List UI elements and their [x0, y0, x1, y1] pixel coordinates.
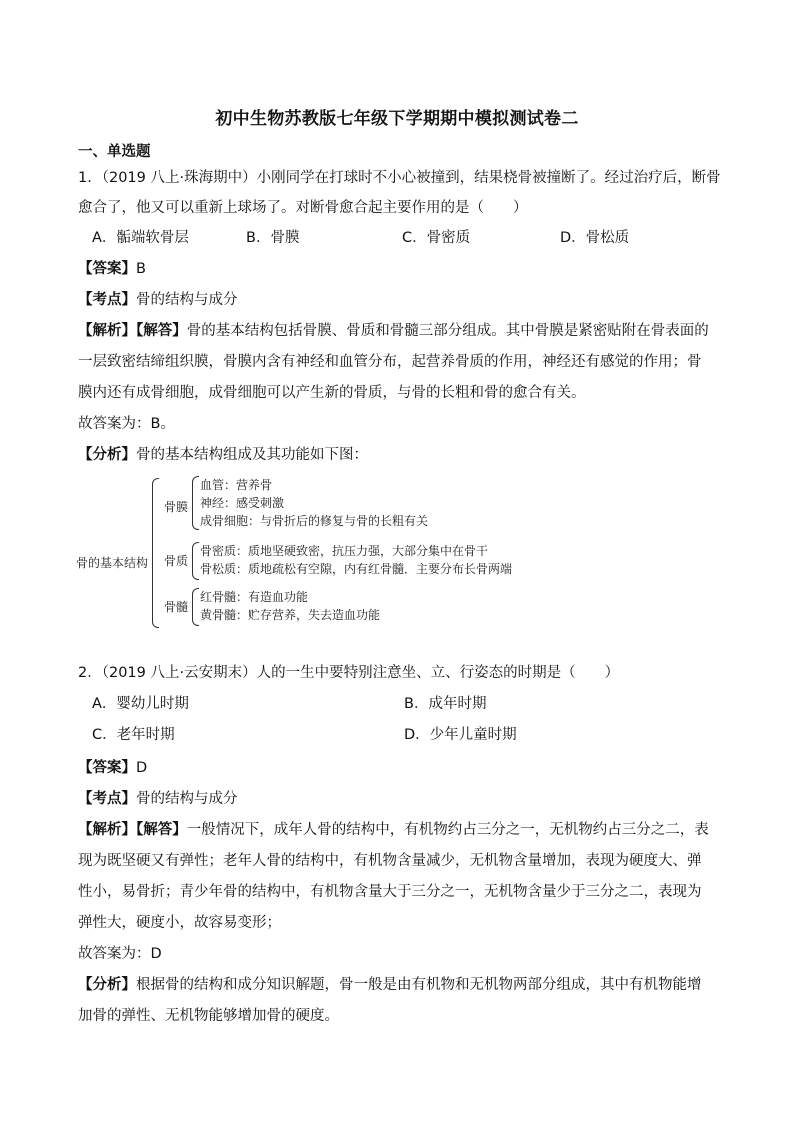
q1-point-tag: 【考点】: [78, 292, 136, 308]
q2-analyze-tag: 【分析】: [78, 977, 136, 993]
q2-conclusion: 故答案为：D: [78, 946, 162, 962]
q2-analysis-line1: 【解析】【解答】一般情况下，成年人骨的结构中，有机物约占三分之一，无机物约占三分之二，表: [78, 822, 709, 838]
q2-answer-row: [78, 758, 147, 778]
q2-option-a: A．婴幼儿时期: [92, 696, 189, 712]
q1-point: 骨的结构与成分: [136, 292, 238, 308]
q1-stem-line1: 1．（2019 八上·珠海期中）小刚同学在打球时不小心被撞到，结果桡骨被撞断了。经过治疗后，断骨: [78, 170, 721, 186]
diagram-item: 成骨细胞：与骨折后的修复与骨的长粗有关: [200, 514, 429, 528]
diagram-root-label: 骨的基本结构: [76, 556, 149, 570]
q1-conclusion: 故答案为：B。: [78, 416, 175, 432]
diagram-group-periosteum: 骨膜: [164, 500, 189, 514]
q1-answer: B: [136, 261, 146, 277]
q2-option-b: B．成年时期: [404, 696, 487, 712]
q2-analysis-tag: 【解析】【解答】: [78, 822, 187, 838]
diagram-brace-bone-substance: [192, 542, 199, 580]
diagram-group-marrow: 骨髓: [164, 600, 189, 614]
q1-analysis-line2: 一层致密结缔组织膜，骨膜内含有神经和血管分布，起营养骨质的作用，神经还有感觉的作用；骨: [78, 354, 702, 370]
q1-analysis-tag: 【解析】【解答】: [78, 323, 187, 339]
q2-point: 骨的结构与成分: [136, 791, 238, 807]
diagram-item: 骨密质：质地坚硬致密，抗压力强，大部分集中在骨干: [200, 544, 489, 558]
diagram-item: 黄骨髓：贮存营养，失去造血功能: [200, 608, 381, 622]
diagram-item: 红骨髓：有造血功能: [200, 590, 309, 604]
q2-point-tag: 【考点】: [78, 791, 136, 807]
q2-analysis-line3: 性小，易骨折；青少年骨的结构中，有机物含量大于三分之一，无机物含量少于三分之二，表现为: [78, 884, 702, 900]
q1-analysis-line3: 膜内还有成骨细胞，成骨细胞可以产生新的骨质，与骨的长粗和骨的愈合有关。: [78, 385, 586, 401]
q2-analysis-line2: 现为既坚硬又有弹性；老年人骨的结构中，有机物含量减少，无机物含量增加，表现为硬度大、弹: [78, 853, 702, 869]
q1-analyze-tag: 【分析】: [78, 447, 136, 463]
q2-option-c: C．老年时期: [92, 727, 175, 743]
q1-point-row: [78, 290, 238, 310]
q1-answer-tag: 【答案】: [78, 261, 136, 277]
q1-option-d: D．骨松质: [560, 230, 630, 246]
diagram-group-bone-substance: 骨质: [164, 554, 189, 568]
q2-option-d: D．少年儿童时期: [404, 727, 517, 743]
q1-analyze-row: 【分析】骨的基本结构组成及其功能如下图：: [78, 447, 368, 463]
q2-analysis-line4: 弹性大，硬度小，故容易变形；: [78, 915, 281, 931]
diagram-brace-marrow: [192, 588, 199, 626]
diagram-item: 骨松质：质地疏松有空隙，内有红骨髓．主要分布长骨两端: [200, 562, 513, 576]
q1-option-a: A．骺端软骨层: [92, 230, 189, 246]
section-heading: 一、单选题: [78, 144, 151, 160]
q2-answer: D: [136, 760, 148, 776]
q2-answer-tag: 【答案】: [78, 760, 136, 776]
q2-analyze-line2: 加骨的弹性、无机物能够增加骨的硬度。: [78, 1008, 339, 1024]
q2-stem-line1: 2．（2019 八上·云安期末）人的一生中要特别注意坐、立、行姿态的时期是（ ）: [78, 665, 620, 681]
diagram-item: 神经：感受刺激: [200, 496, 285, 510]
bone-structure-diagram: [76, 472, 513, 632]
q2-analyze-row: 【分析】根据骨的结构和成分知识解题，骨一般是由有机物和无机物两部分组成，其中有机物能增: [78, 977, 702, 993]
q1-stem-line2: 愈合了，他又可以重新上球场了。对断骨愈合起主要作用的是（ ）: [78, 200, 528, 216]
diagram-brace-periosteum: [192, 476, 199, 530]
q1-analysis-line1: 【解析】【解答】骨的基本结构包括骨膜、骨质和骨髓三部分组成。其中骨膜是紧密贴附在骨表面的: [78, 323, 709, 339]
q1-option-c: C．骨密质: [402, 230, 471, 246]
q1-option-b: B．骨膜: [246, 230, 300, 246]
q2-point-row: [78, 789, 238, 809]
diagram-item: 血管：营养骨: [200, 478, 273, 492]
q1-answer-row: [78, 259, 146, 279]
diagram-root-brace: [152, 478, 159, 628]
page-title: 初中生物苏教版七年级下学期期中模拟测试卷二: [215, 109, 579, 129]
